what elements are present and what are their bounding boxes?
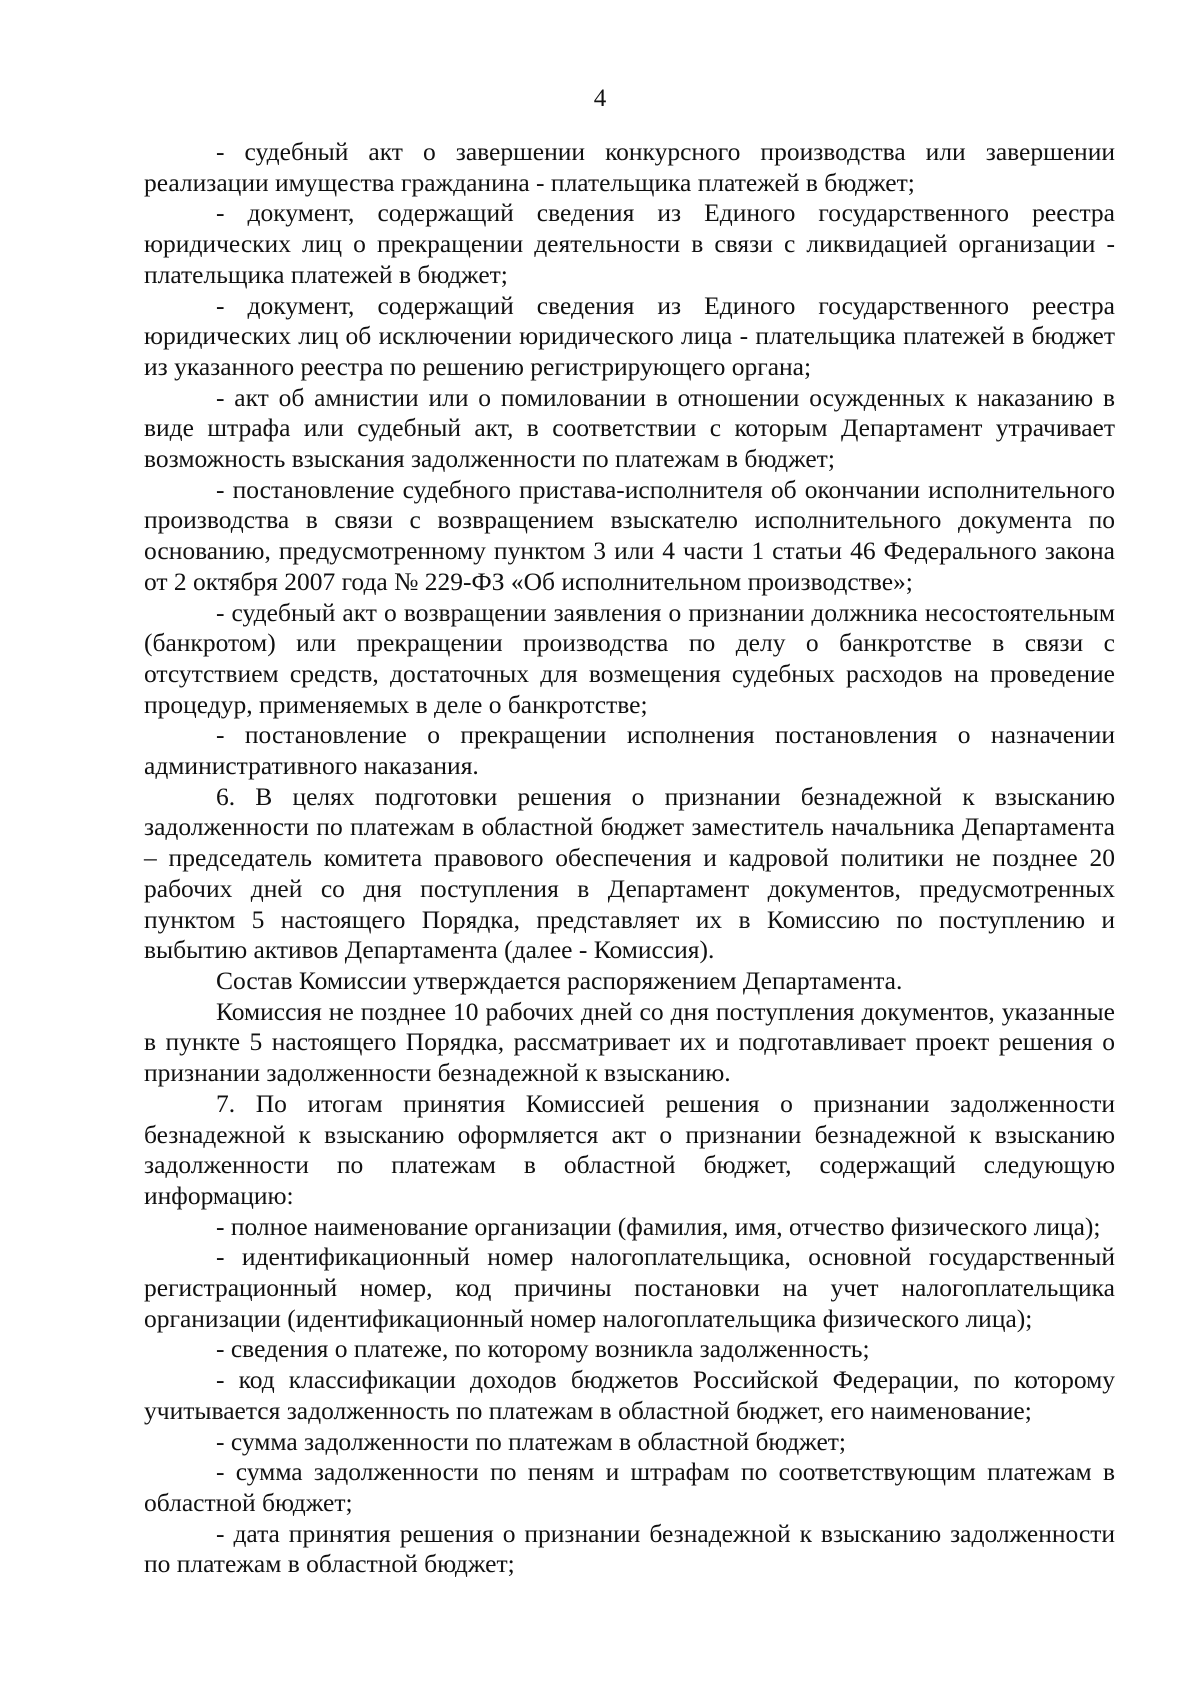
paragraph-payment-info: - сведения о платеже, по которому возникла задолженность; — [216, 1334, 870, 1364]
paragraph-bankruptcy-application-return: - судебный акт о возвращении заявления о признании должника несостоятельным (банкротом) или прекращении производства по делу о банкротстве в связи с отсутствием средств, достаточных для возмещения судебных расходов на проведение процедур, применяемых в деле о банкротстве; — [144, 597, 1115, 719]
paragraph-bailiff-resolution: - постановление судебного пристава-исполнителя об окончании исполнительного производства в связи с возвращением взыскателю исполнительного документа по основанию, предусмотренному пунктом 3 или 4 части 1 статьи 46 Федерального закона от 2 октября 2007 года № 229-ФЗ «Об исполнительном производстве»; — [144, 474, 1115, 596]
paragraph-debt-amount: - сумма задолженности по платежам в областной бюджет; — [216, 1426, 846, 1456]
paragraph-egrul-exclusion: - документ, содержащий сведения из Единого государственного реестра юридических лиц об исключении юридического лица - плательщика платежей в бюджет из указанного реестра по решению регистрирующего органа; — [144, 290, 1115, 381]
page-number: 4 — [593, 85, 607, 112]
paragraph-income-classification-code: - код классификации доходов бюджетов Российской Федерации, по которому учитывается задолженность по платежам в областной бюджет, его наименование; — [144, 1365, 1115, 1425]
document-body — [144, 137, 1115, 1580]
paragraph-penalties-amount: - сумма задолженности по пеням и штрафам по соответствующим платежам в областной бюджет; — [144, 1457, 1115, 1517]
paragraph-item-6: 6. В целях подготовки решения о признании безнадежной к взысканию задолженности по платежам в областной бюджет заместитель начальника Департамента – председатель комитета правового обеспечения и кадровой политики не позднее 20 рабочих дней со дня поступления в Департамент документов, предусмотренных пунктом 5 настоящего Порядка, представляет их в Комиссию по поступлению и выбытию активов Департамента (далее - Комиссия). — [144, 781, 1115, 965]
paragraph-taxpayer-identifiers: - идентификационный номер налогоплательщика, основной государственный регистрационный номер, код причины постановки на учет налогоплательщика организации (идентификационный номер налогоплательщика физического лица); — [144, 1242, 1115, 1333]
paragraph-commission-composition: Состав Комиссии утверждается распоряжением Департамента. — [216, 965, 903, 995]
paragraph-amnesty-pardon: - акт об амнистии или о помиловании в отношении осужденных к наказанию в виде штрафа или судебный акт, в соответствии с которым Департамент утрачивает возможность взыскания задолженности по платежам в бюджет; — [144, 382, 1115, 474]
paragraph-item-7: 7. По итогам принятия Комиссией решения о признании задолженности безнадежной к взысканию оформляется акт о признании безнадежной к взысканию задолженности по платежам в областной бюджет, содержащий следующую информацию: — [144, 1088, 1115, 1210]
paragraph-decision-date: - дата принятия решения о признании безнадежной к взысканию задолженности по платежам в областной бюджет; — [144, 1518, 1115, 1579]
paragraph-organization-name: - полное наименование организации (фамилия, имя, отчество физического лица); — [216, 1211, 1101, 1241]
paragraph-termination-of-execution: - постановление о прекращении исполнения постановления о назначении административного наказания. — [144, 720, 1115, 781]
paragraph-commission-review: Комиссия не позднее 10 рабочих дней со дня поступления документов, указанные в пункте 5 настоящего Порядка, рассматривает их и подготавливает проект решения о признании задолженности безнадежной к взысканию. — [144, 996, 1115, 1088]
paragraph-court-act-bankruptcy-completion: - судебный акт о завершении конкурсного производства или завершении реализации имущества гражданина - плательщика платежей в бюджет; — [144, 137, 1115, 197]
paragraph-egrul-liquidation: - документ, содержащий сведения из Единого государственного реестра юридических лиц о прекращении деятельности в связи с ликвидацией организации - плательщика платежей в бюджет; — [144, 198, 1115, 289]
